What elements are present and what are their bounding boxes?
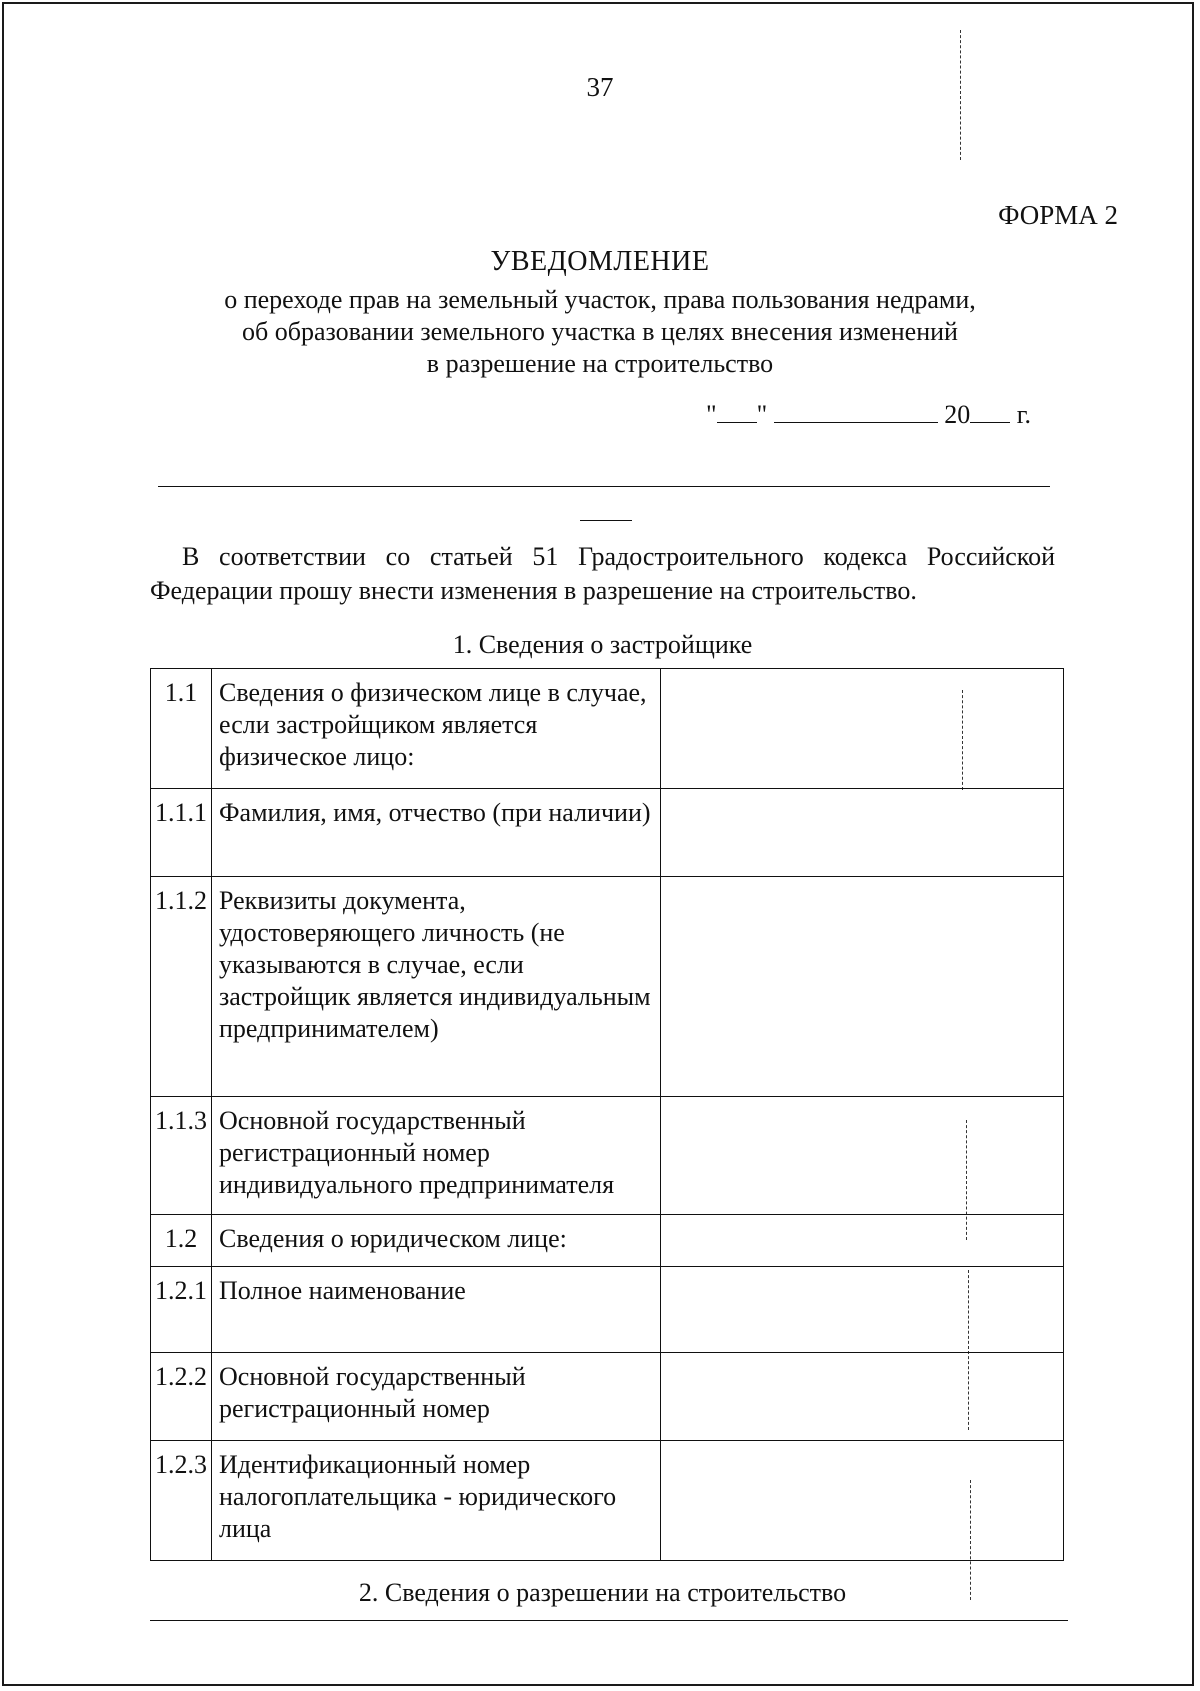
row-number: 1.1.2 xyxy=(151,877,212,1097)
row-number: 1.2 xyxy=(151,1215,212,1267)
row-number: 1.2.2 xyxy=(151,1353,212,1441)
table-row xyxy=(151,877,1064,1097)
row-value-field[interactable] xyxy=(660,1441,1063,1561)
row-label: Идентификационный номер налогоплательщика - юридического лица xyxy=(212,1441,661,1561)
divider xyxy=(150,1620,1068,1621)
row-value-field[interactable] xyxy=(660,669,1063,789)
day-field[interactable] xyxy=(717,400,757,423)
row-label: Сведения о физическом лице в случае, если застройщиком является физическое лицо: xyxy=(212,669,661,789)
row-label: Фамилия, имя, отчество (при наличии) xyxy=(212,789,661,877)
year-suffix: г. xyxy=(1016,400,1031,429)
row-value-field[interactable] xyxy=(660,789,1063,877)
section-2-title: 2. Сведения о разрешении на строительство xyxy=(358,1578,847,1607)
row-value-field[interactable] xyxy=(660,1353,1063,1441)
divider xyxy=(580,520,632,521)
table-row xyxy=(151,1441,1064,1561)
month-field[interactable] xyxy=(774,400,938,423)
row-number: 1.1.3 xyxy=(151,1097,212,1215)
form-label: ФОРМА 2 xyxy=(998,200,1118,230)
row-number: 1.2.1 xyxy=(151,1267,212,1353)
quote-close: " xyxy=(756,400,768,429)
document-title: УВЕДОМЛЕНИЕ xyxy=(490,246,710,277)
year-field[interactable] xyxy=(970,400,1010,423)
row-label: Основной государственный регистрационный номер индивидуального предпринимателя xyxy=(212,1097,661,1215)
date-line xyxy=(706,400,1031,430)
row-value-field[interactable] xyxy=(660,877,1063,1097)
row-number: 1.2.3 xyxy=(151,1441,212,1561)
document-subtitle xyxy=(150,284,1050,380)
row-value-field[interactable] xyxy=(660,1097,1063,1215)
table-row xyxy=(151,669,1064,789)
row-value-field[interactable] xyxy=(660,1267,1063,1353)
row-number: 1.1.1 xyxy=(151,789,212,877)
table-row xyxy=(151,1215,1064,1267)
developer-info-table xyxy=(150,668,1064,1561)
row-label: Основной государственный регистрационный номер xyxy=(212,1353,661,1441)
row-number: 1.1 xyxy=(151,669,212,789)
subtitle-line: о переходе прав на земельный участок, права пользования недрами, xyxy=(224,285,976,314)
row-value-field[interactable] xyxy=(660,1215,1063,1267)
table-row xyxy=(151,789,1064,877)
year-prefix: 20 xyxy=(944,400,971,429)
page-number: 37 xyxy=(586,72,614,102)
row-label: Полное наименование xyxy=(212,1267,661,1353)
row-label: Реквизиты документа, удостоверяющего личность (не указываются в случае, если застройщик является индивидуальным предпринимателем) xyxy=(212,877,661,1097)
row-label: Сведения о юридическом лице: xyxy=(212,1215,661,1267)
intro-paragraph: В соответствии со статьей 51 Градостроительного кодекса Российской Федерации прошу внести изменения в разрешение на строительство. xyxy=(150,542,1055,605)
section-1-title: 1. Сведения о застройщике xyxy=(452,630,753,659)
subtitle-line: об образовании земельного участка в целях внесения изменений xyxy=(242,317,958,346)
addressee-field[interactable] xyxy=(158,486,1050,487)
table-row xyxy=(151,1097,1064,1215)
quote-open: " xyxy=(706,400,717,429)
table-row xyxy=(151,1267,1064,1353)
subtitle-line: в разрешение на строительство xyxy=(426,349,774,378)
table-row xyxy=(151,1353,1064,1441)
